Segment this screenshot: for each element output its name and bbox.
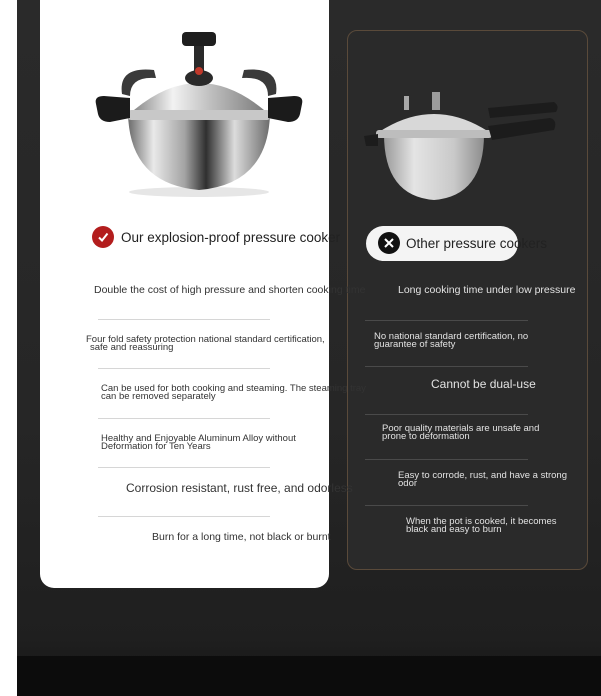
right-feature-5b: odor (398, 478, 418, 489)
cross-icon (378, 232, 400, 254)
divider (98, 467, 270, 468)
divider (98, 516, 270, 517)
left-feature-4a: Healthy and Enjoyable Aluminum Alloy without (101, 433, 296, 444)
checkmark-icon (92, 226, 114, 248)
right-feature-5a: Easy to corrode, rust, and have a strong (398, 470, 567, 481)
right-feature-2b: guarantee of safety (374, 339, 456, 350)
divider (98, 368, 270, 369)
left-feature-2a: Four fold safety protection national standard certification, (86, 334, 325, 345)
divider (365, 505, 528, 506)
left-feature-3a: Can be used for both cooking and steaming. The steaming tray (101, 383, 366, 394)
left-feature-5: Corrosion resistant, rust free, and odorless (126, 481, 353, 495)
right-feature-6a: When the pot is cooked, it becomes (406, 516, 557, 527)
our-cooker-heading (92, 224, 340, 250)
divider (365, 320, 528, 321)
other-cooker-heading (378, 231, 547, 255)
divider (365, 414, 528, 415)
left-feature-2b: safe and reassuring (90, 342, 174, 353)
right-feature-4a: Poor quality materials are unsafe and (382, 423, 540, 434)
right-feature-3: Cannot be dual-use (431, 377, 536, 391)
right-feature-1: Long cooking time under low pressure (398, 284, 576, 296)
left-feature-3b: can be removed separately (101, 391, 216, 402)
divider (98, 319, 270, 320)
explosion-proof-cooker-image (94, 26, 304, 198)
right-feature-2a: No national standard certification, no (374, 331, 529, 342)
our-cooker-heading-text: Our explosion-proof pressure cooker (121, 229, 341, 245)
right-feature-6b: black and easy to burn (406, 524, 502, 535)
left-feature-6: Burn for a long time, not black or burnt (152, 531, 331, 543)
divider (98, 418, 270, 419)
left-feature-4b: Deformation for Ten Years (101, 441, 211, 452)
left-feature-1: Double the cost of high pressure and shorten cooking time (94, 284, 366, 296)
divider (365, 459, 528, 460)
other-cooker-image (362, 84, 562, 204)
bottom-strip (17, 656, 601, 696)
right-feature-4b: prone to deformation (382, 431, 470, 442)
other-cooker-heading-text: Other pressure cookers (406, 235, 548, 251)
divider (365, 366, 528, 367)
